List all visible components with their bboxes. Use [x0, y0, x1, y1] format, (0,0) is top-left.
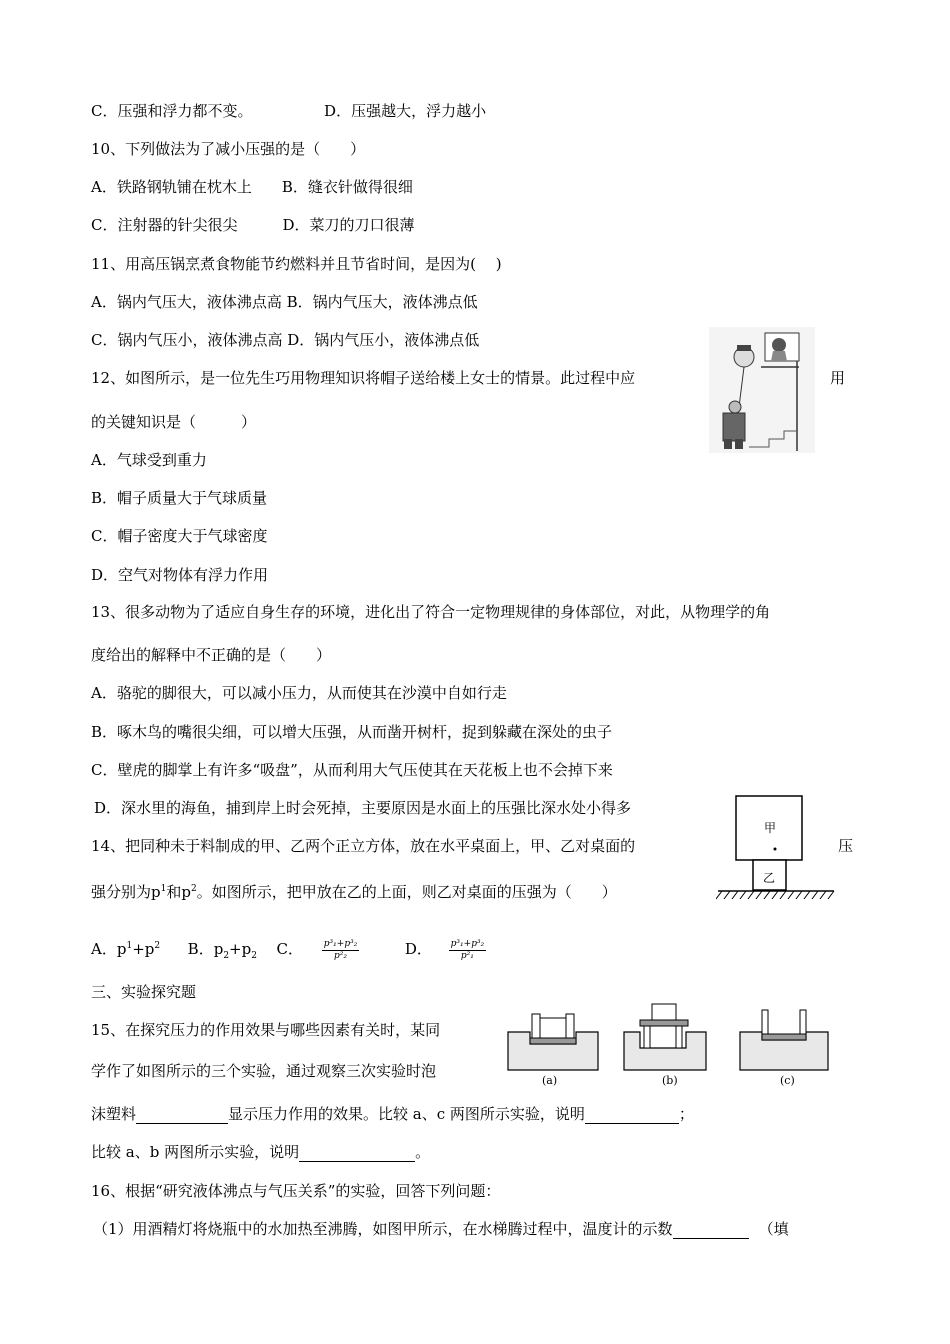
q12-stem-line1: 12、如图所示，是一位先生巧用物理知识将帽子送给楼上女士的情景。此过程中应	[91, 369, 636, 387]
q9-option-d: D．压强越大，浮力越小	[324, 102, 487, 120]
q13-option-a: A．骆驼的脚很大，可以减小压力，从而使其在沙漠中自如行走	[91, 684, 507, 702]
foam-label-b: (b)	[662, 1074, 678, 1087]
balloon-hat-illustration	[709, 327, 815, 457]
foam-a-drawing	[508, 1014, 598, 1070]
foam-b-drawing	[624, 1004, 706, 1070]
q12-option-a: A．气球受到重力	[91, 451, 207, 469]
q15-stem-line4: 比较 a、b 两图所示实验，说明 。	[91, 1143, 431, 1161]
section-3-heading: 三、实验探究题	[91, 983, 197, 1001]
q16-blank-1[interactable]	[673, 1222, 749, 1239]
q9-option-c: C．压强和浮力都不变。	[91, 102, 253, 120]
foam-experiments-figure	[506, 998, 836, 1094]
q15-blank-3[interactable]	[299, 1145, 415, 1162]
q15-blank-1[interactable]	[136, 1107, 228, 1124]
foam-label-c: (c)	[780, 1074, 795, 1087]
q12-stem-line1-tail: 用	[830, 369, 846, 387]
q14-stem-line1-tail: 压	[838, 837, 854, 855]
q11-options-ab: A．锅内气压大，液体沸点高 B．锅内气压大，液体沸点低	[91, 293, 478, 311]
foam-c-drawing	[740, 1010, 828, 1070]
q15-stem-line2: 学作了如图所示的三个实验，通过观察三次实验时泡	[91, 1062, 437, 1080]
q16-part1: （1）用酒精灯将烧瓶中的水加热至沸腾，如图甲所示，在水梯腾过程中，温度计的示数 （填	[93, 1220, 789, 1238]
q13-option-d: D．深水里的海鱼，捕到岸上时会死掉，主要原因是水面上的压强比深水处小得多	[94, 799, 632, 817]
q12-option-c: C．帽子密度大于气球密度	[91, 527, 268, 545]
q13-option-b: B．啄木鸟的嘴很尖细，可以增大压强，从而凿开树杆，捉到躲藏在深处的虫子	[91, 723, 613, 741]
q10-stem: 10、下列做法为了减小压强的是（ ）	[91, 140, 366, 158]
stacked-cubes-figure	[716, 795, 836, 909]
q10-options-cd: C．注射器的针尖很尖 D．菜刀的刀口很薄	[91, 216, 415, 234]
q14-options: A．$p^1+p^2$ B．$p_2+p_2$ C． $\frac{\text{p³₁+p³₂}}{\text{p²₂}}$ D． $\frac{\text{p³₁+p³₂}}{\text{p²₁}}$	[91, 938, 485, 961]
q11-options-cd: C．锅内气压小，液体沸点高 D．锅内气压小，液体沸点低	[91, 331, 480, 349]
option-c-fraction: $\frac{\text{p³₁+p³₂}}{\text{p²₂}}$	[323, 938, 358, 961]
q15-blank-2[interactable]	[585, 1107, 679, 1124]
option-d-fraction: $\frac{\text{p³₁+p³₂}}{\text{p²₁}}$	[450, 938, 485, 961]
q16-stem: 16、根据“研究液体沸点与气压关系”的实验，回答下列问题：	[91, 1182, 501, 1200]
q13-option-c: C．壁虎的脚掌上有许多“吸盘”，从而利用大气压使其在天花板上也不会掉下来	[91, 761, 613, 779]
foam-label-a: (a)	[542, 1074, 558, 1087]
q13-stem-line2: 度给出的解释中不正确的是（ ）	[91, 646, 332, 664]
q13-stem-line1: 13、很多动物为了适应自身生存的环境，进化出了符合一定物理规律的身体部位，对此，从物理学的角	[91, 603, 771, 621]
q14-stem-line2: 强分别为$p^1$和$p^2$。如图所示，把甲放在乙的上面，则乙对桌面的压强为（ ）	[91, 883, 617, 901]
cube-label-yi: 乙	[763, 871, 776, 885]
cube-label-jia: 甲	[764, 821, 777, 835]
q15-stem-line1: 15、在探究压力的作用效果与哪些因素有关时，某同	[91, 1021, 441, 1039]
q9-options-cd	[91, 101, 486, 121]
q12-stem-line2: 的关键知识是（ ）	[91, 413, 257, 431]
q14-stem-line1: 14、把同种未于料制成的甲、乙两个正立方体，放在水平桌面上，甲、乙对桌面的	[91, 837, 636, 855]
q12-option-d: D．空气对物体有浮力作用	[91, 566, 269, 584]
q11-stem: 11、用高压锅烹煮食物能节约燃料并且节省时间，是因为( )	[91, 255, 502, 273]
q10-options-ab: A．铁路钢轨铺在枕木上 B．缝衣针做得很细	[91, 178, 413, 196]
q15-stem-line3: 沫塑料 显示压力作用的效果。比较 a、c 两图所示实验，说明 ；	[91, 1105, 694, 1123]
q12-option-b: B．帽子质量大于气球质量	[91, 489, 268, 507]
